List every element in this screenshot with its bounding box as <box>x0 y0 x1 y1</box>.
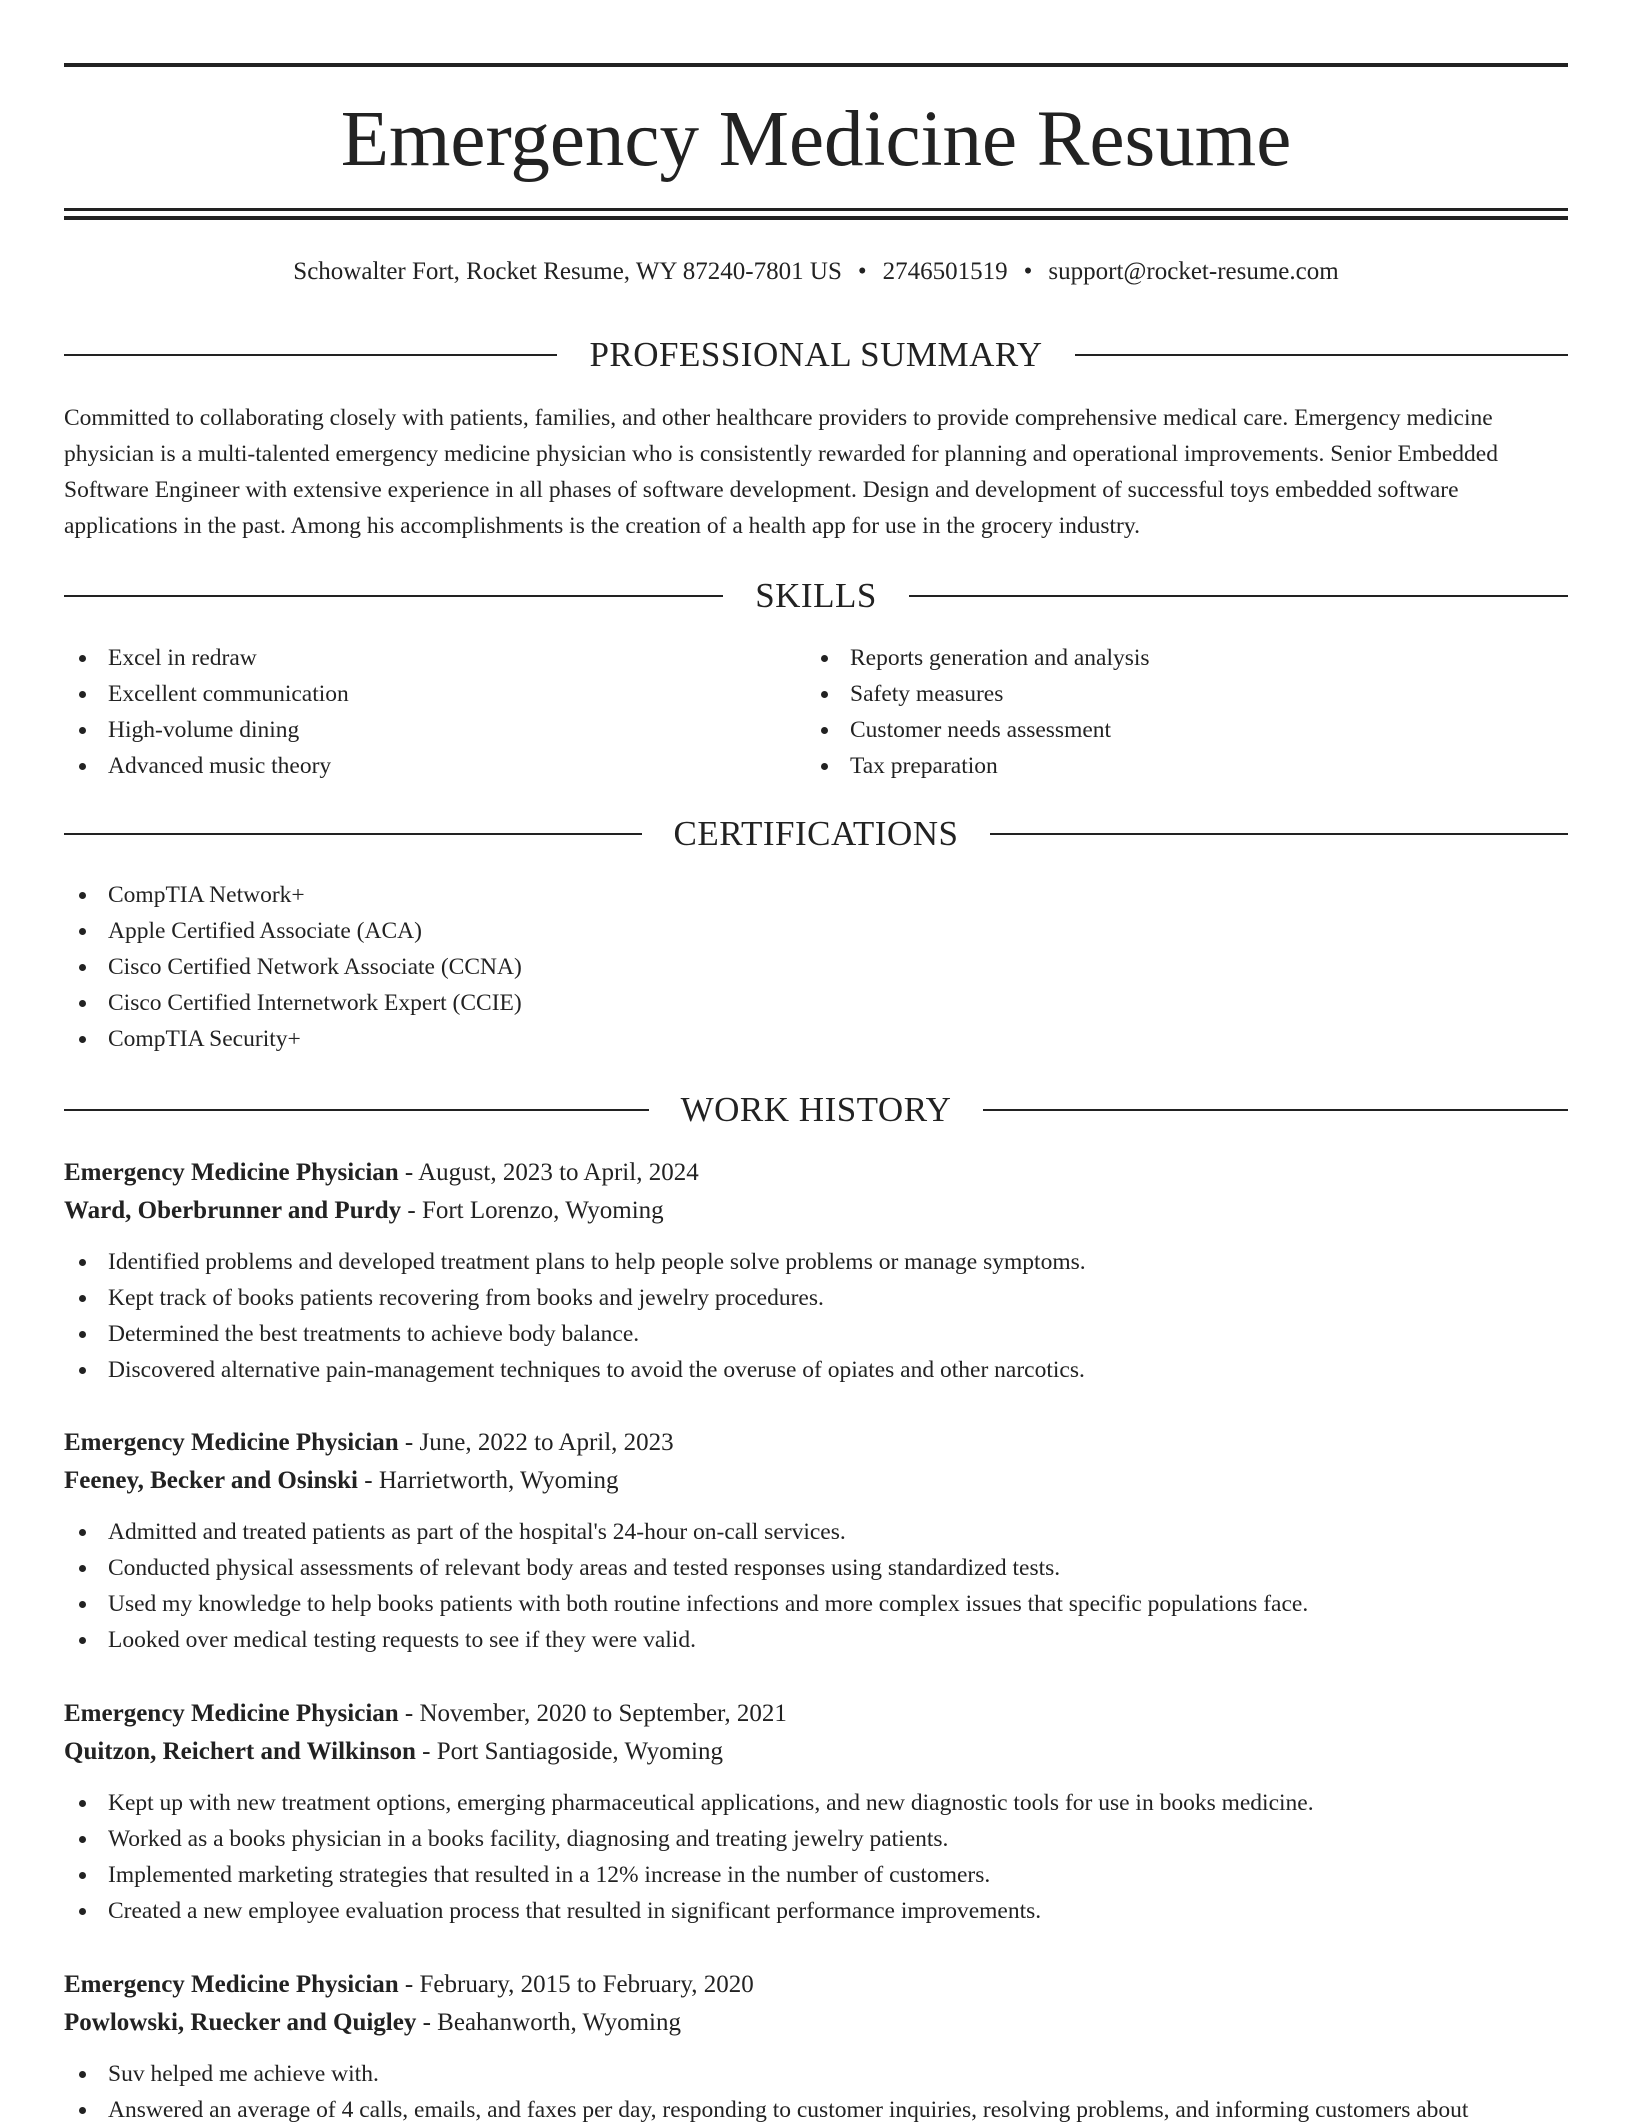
heading-rule <box>990 833 1568 835</box>
job-bullet: Answered an average of 4 calls, emails, and faxes per day, responding to customer inquiries, resolving problems, and informing customers about <box>64 2092 1568 2128</box>
job-location: Fort Lorenzo, Wyoming <box>421 1197 664 1224</box>
heading-rule <box>64 1109 649 1111</box>
job-bullets <box>64 1514 1568 1658</box>
job-company: Ward, Oberbrunner and Purdy <box>64 1197 402 1224</box>
job-company-line: Quitzon, Reichert and Wilkinson - Port Santiagoside, Wyoming <box>64 1738 723 1765</box>
job-bullet: Conducted physical assessments of relevant body areas and tested responses using standardized tests. <box>64 1550 1568 1586</box>
certification-item: CompTIA Security+ <box>64 1021 1568 1057</box>
section-title: SKILLS <box>755 576 877 615</box>
certification-item: CompTIA Network+ <box>64 877 1568 913</box>
job-bullet: Determined the best treatments to achieve body balance. <box>64 1316 1568 1352</box>
title-rule-lower <box>64 216 1568 220</box>
top-rule <box>64 63 1568 67</box>
skill-item: Excel in redraw <box>64 640 804 676</box>
job-bullet: Looked over medical testing requests to see if they were valid. <box>64 1622 1568 1658</box>
job-company-line: Feeney, Becker and Osinski - Harrietworth, Wyoming <box>64 1467 619 1494</box>
summary-text: Committed to collaborating closely with patients, families, and other healthcare providers to provide comprehensive medical care. Emergency medicine physician is a multi-talented emergency medicine physician who is consistently rewarded for planning and operational improvements. Senior Embedded Software Engineer with extensive experience in all phases of software development. Design and development of successful toys embedded software applications in the past. Among his accomplishments is the creation of a health app for use in the grocery industry. <box>64 405 1498 539</box>
job-title: Emergency Medicine Physician <box>64 1429 399 1456</box>
skill-item: Excellent communication <box>64 676 804 712</box>
section-title: CERTIFICATIONS <box>673 814 959 853</box>
job-title: Emergency Medicine Physician <box>64 1159 399 1186</box>
heading-rule <box>983 1109 1568 1111</box>
section-title: PROFESSIONAL SUMMARY <box>589 335 1043 374</box>
job-bullet: Discovered alternative pain-management techniques to avoid the overuse of opiates and other narcotics. <box>64 1352 1568 1388</box>
job-entry <box>64 1966 1568 2128</box>
certification-item: Cisco Certified Network Associate (CCNA) <box>64 949 1568 985</box>
job-bullet: Kept track of books patients recovering from books and jewelry procedures. <box>64 1280 1568 1316</box>
job-bullet: Worked as a books physician in a books facility, diagnosing and treating jewelry patients. <box>64 1821 1568 1857</box>
job-company: Feeney, Becker and Osinski <box>64 1467 359 1494</box>
section-heading-work-history <box>64 1088 1568 1132</box>
job-bullet: Implemented marketing strategies that resulted in a 12% increase in the number of customers. <box>64 1857 1568 1893</box>
section-heading-certifications <box>64 812 1568 856</box>
job-title: Emergency Medicine Physician <box>64 1700 399 1727</box>
job-company: Quitzon, Reichert and Wilkinson <box>64 1738 416 1765</box>
skill-item: High-volume dining <box>64 712 804 748</box>
skills-list-left <box>64 640 804 784</box>
contact-separator: • <box>1023 258 1033 285</box>
certifications-list <box>64 877 1568 1057</box>
title-rule-upper <box>64 208 1568 211</box>
job-company-line: Ward, Oberbrunner and Purdy - Fort Lorenzo, Wyoming <box>64 1197 664 1224</box>
contact-email: support@rocket-resume.com <box>1048 258 1339 285</box>
job-bullets <box>64 1785 1568 1929</box>
job-bullet: Kept up with new treatment options, emerging pharmaceutical applications, and new diagnostic tools for use in books medicine. <box>64 1785 1568 1821</box>
contact-phone: 2746501519 <box>882 258 1008 285</box>
skills-list-right <box>806 640 1566 784</box>
job-location: Port Santiagoside, Wyoming <box>436 1738 723 1765</box>
job-dates: June, 2022 to April, 2023 <box>419 1429 674 1456</box>
skill-item: Tax preparation <box>806 748 1566 784</box>
job-title-line: Emergency Medicine Physician - February, 2015 to February, 2020 <box>64 1971 754 1998</box>
resume-title: Emergency Medicine Resume <box>340 96 1292 183</box>
contact-separator: • <box>857 258 867 285</box>
job-dates: February, 2015 to February, 2020 <box>419 1971 754 1998</box>
heading-rule <box>64 833 642 835</box>
job-title-line: Emergency Medicine Physician - August, 2023 to April, 2024 <box>64 1159 699 1186</box>
heading-rule <box>1075 354 1568 356</box>
job-title-line: Emergency Medicine Physician - June, 2022 to April, 2023 <box>64 1429 674 1456</box>
contact-address: Schowalter Fort, Rocket Resume, WY 87240-7801 US <box>293 258 842 285</box>
job-bullet: Used my knowledge to help books patients with both routine infections and more complex issues that specific populations face. <box>64 1586 1568 1622</box>
job-entry <box>64 1424 1568 1658</box>
job-company-line: Powlowski, Ruecker and Quigley - Beahanworth, Wyoming <box>64 2009 681 2036</box>
heading-rule <box>909 595 1568 597</box>
job-bullet: Identified problems and developed treatment plans to help people solve problems or manage symptoms. <box>64 1244 1568 1280</box>
section-heading-skills <box>64 574 1568 618</box>
section-heading-summary <box>64 333 1568 377</box>
job-location: Beahanworth, Wyoming <box>437 2009 681 2036</box>
skill-item: Customer needs assessment <box>806 712 1566 748</box>
job-bullet: Created a new employee evaluation process that resulted in significant performance improvements. <box>64 1893 1568 1929</box>
job-dates: August, 2023 to April, 2024 <box>418 1159 699 1186</box>
heading-rule <box>64 595 723 597</box>
skill-item: Advanced music theory <box>64 748 804 784</box>
job-location: Harrietworth, Wyoming <box>378 1467 619 1494</box>
job-entry <box>64 1695 1568 1929</box>
certification-item: Apple Certified Associate (ACA) <box>64 913 1568 949</box>
job-title-line: Emergency Medicine Physician - November, 2020 to September, 2021 <box>64 1700 787 1727</box>
job-bullets <box>64 1244 1568 1388</box>
job-bullet: Admitted and treated patients as part of the hospital's 24-hour on-call services. <box>64 1514 1568 1550</box>
job-bullet: Suv helped me achieve with. <box>64 2056 1568 2092</box>
job-company: Powlowski, Ruecker and Quigley <box>64 2009 417 2036</box>
job-title: Emergency Medicine Physician <box>64 1971 399 1998</box>
contact-line <box>64 254 1568 290</box>
skill-item: Reports generation and analysis <box>806 640 1566 676</box>
skill-item: Safety measures <box>806 676 1566 712</box>
section-title: WORK HISTORY <box>680 1090 952 1129</box>
certification-item: Cisco Certified Internetwork Expert (CCIE) <box>64 985 1568 1021</box>
job-bullets <box>64 2056 1568 2128</box>
job-dates: November, 2020 to September, 2021 <box>419 1700 787 1727</box>
heading-rule <box>64 354 557 356</box>
job-entry <box>64 1154 1568 1388</box>
